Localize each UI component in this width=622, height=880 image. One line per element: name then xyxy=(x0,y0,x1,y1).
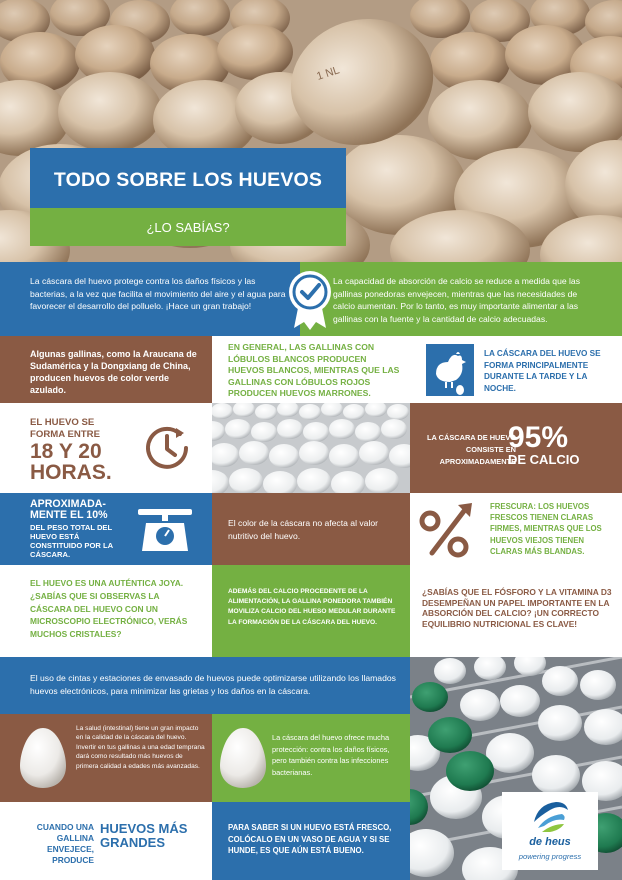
fact-shell-protection: La cáscara del huevo protege contra los daños físicos y las bacterias, a la vez que facilita el movimiento del aire y el agua para favorecer el desarrollo del polluelo. ¡Hace un gran trabajo! xyxy=(30,276,286,312)
brand-name: de heus xyxy=(529,836,571,848)
fact-medullary-bone: ADEMÁS DEL CALCIO PROCEDENTE DE LA ALIMENTACIÓN, LA GALLINA PONEDORA TAMBIÉN MOVILIZA CALCIO DEL HUESO MEDULAR DURANTE LA FORMACIÓN DE LA CÁSCARA DEL HUEVO. xyxy=(228,588,396,626)
fact-gut-health-panel xyxy=(0,714,212,802)
calcium-pct-text: DE CALCIO xyxy=(508,452,580,467)
quality-badge-icon xyxy=(288,268,332,330)
white-egg-icon xyxy=(18,726,68,790)
fact-phosphorus: ¿SABÍAS QUE EL FÓSFORO Y LA VITAMINA D3 DESEMPEÑAN UN PAPEL IMPORTANTE EN LA ABSORCIÓN DEL CALCIO? ¡UN CORRECTO EQUILIBRIO NUTRICIONAL ES CLAVE! xyxy=(422,587,612,629)
white-egg-icon xyxy=(218,726,268,790)
fact-shell-protection-2: La cáscara del huevo ofrece mucha protección: contra los daños físicos, pero también contra las infecciones bacterianas. xyxy=(272,733,390,777)
fact-gut-health: La salud (intestinal) tiene un gran impacto en la calidad de la cáscara del huevo. Invertir en tus gallinas a una edad temprana dará como resultado más huevos de primera calidad a edades más avanzadas. xyxy=(76,725,205,770)
fact-jewel-panel xyxy=(0,565,212,657)
brand-tagline: powering progress xyxy=(518,852,582,861)
page-title: TODO SOBRE LOS HUEVOS xyxy=(53,169,323,191)
fact-shell-formation-time: LA CÁSCARA DEL HUEVO SE FORMA PRINCIPALMENTE DURANTE LA TARDE Y LA NOCHE. xyxy=(484,349,601,393)
fact-phosphorus-panel xyxy=(410,565,622,657)
bigger-eggs-label: CUANDO UNA GALLINA ENVEJECE, PRODUCE xyxy=(36,822,94,865)
percent-up-icon xyxy=(418,501,476,559)
clock-icon xyxy=(140,421,194,475)
fact-earlobes: EN GENERAL, LAS GALLINAS CON LÓBULOS BLANCOS PRODUCEN HUEVOS BLANCOS, MIENTRAS QUE LAS GALLINAS CON LÓBULOS ROJOS PRODUCEN HUEVOS MARRONES. xyxy=(228,342,400,399)
calcium-pct-label: LA CÁSCARA DE HUEVO CONSISTE EN APROXIMADAMENTE xyxy=(427,433,516,467)
fact-freshness: FRESCURA: LOS HUEVOS FRESCOS TIENEN CLARAS FIRMES, MIENTRAS QUE LOS HUEVOS VIEJOS TIENEN CLARAS MÁS BLANDAS. xyxy=(490,502,602,556)
fact-medullary-bone-panel xyxy=(212,565,410,657)
fact-earlobes-panel xyxy=(212,336,410,403)
white-eggs-photo xyxy=(212,403,410,493)
fact-shell-formation-time-panel xyxy=(410,336,622,403)
shell-weight-label: DEL PESO TOTAL DEL HUEVO ESTÁ CONSTITUIDO POR LA CÁSCARA. xyxy=(30,523,113,559)
fact-freshness-test: PARA SABER SI UN HUEVO ESTÁ FRESCO, COLÓCALO EN UN VASO DE AGUA Y SI SE HUNDE, ES QUE AÚN ESTÁ BUENO. xyxy=(228,823,392,856)
brand-card xyxy=(502,792,598,870)
calcium-pct-value: 95% xyxy=(508,421,569,454)
fact-shell-weight-panel xyxy=(0,493,212,565)
fact-electronic-eggs-panel xyxy=(0,657,410,714)
hen-icon xyxy=(426,344,474,396)
fact-color-nutrition-panel xyxy=(212,493,410,565)
fact-shell-protection-panel xyxy=(0,262,300,336)
de-heus-logo-icon xyxy=(530,798,570,834)
shell-weight-value: APROXIMADA-MENTE EL 10% xyxy=(30,498,108,521)
fact-calcium-absorption: La capacidad de absorción de calcio se reduce a medida que las gallinas ponedoras envejecen, mientras que las necesidades de calcio aumentan. Por lo tanto, es muy importante alimentar a las gallinas con la fuente y la cantidad de calcio adecuadas. xyxy=(333,276,580,324)
fact-freshness-panel xyxy=(410,493,622,565)
fact-blue-eggs: Algunas gallinas, como la Araucana de Sudamérica y la Dongxiang de China, producen huevos de color verde azulado. xyxy=(30,349,197,395)
fact-electronic-eggs: El uso de cintas y estaciones de envasado de huevos puede optimizarse utilizando los llamados huevos electrónicos, para minimizar las grietas y los daños en la cáscara. xyxy=(30,673,396,696)
fact-blue-eggs-panel xyxy=(0,336,212,403)
fact-calcium-absorption-panel xyxy=(300,262,622,336)
scale-icon xyxy=(134,505,196,555)
fact-calcium-pct-panel xyxy=(410,403,622,493)
fact-color-nutrition: El color de la cáscara no afecta al valor nutritivo del huevo. xyxy=(228,518,378,541)
fact-bigger-eggs-panel xyxy=(0,802,212,880)
egg-stamp: 1 NL xyxy=(315,64,342,83)
fact-shell-protection-2-panel xyxy=(212,714,410,802)
page-subtitle: ¿LO SABÍAS? xyxy=(146,220,230,235)
bigger-eggs-value: HUEVOS MÁS GRANDES xyxy=(100,821,188,850)
fact-formation-hours-panel xyxy=(0,403,212,493)
formation-hours-label: EL HUEVO SE FORMA ENTRE xyxy=(30,417,100,440)
fact-jewel: EL HUEVO ES UNA AUTÉNTICA JOYA. ¿SABÍAS QUE SI OBSERVAS LA CÁSCARA DEL HUEVO CON UN MICROSCOPIO ELECTRÓNICO, VERÁS MUCHOS CRISTALES? xyxy=(30,578,188,640)
fact-freshness-test-panel xyxy=(212,802,410,880)
title-box xyxy=(30,148,346,208)
formation-hours-value: 18 Y 20 HORAS. xyxy=(30,440,112,484)
subtitle-box xyxy=(30,208,346,246)
